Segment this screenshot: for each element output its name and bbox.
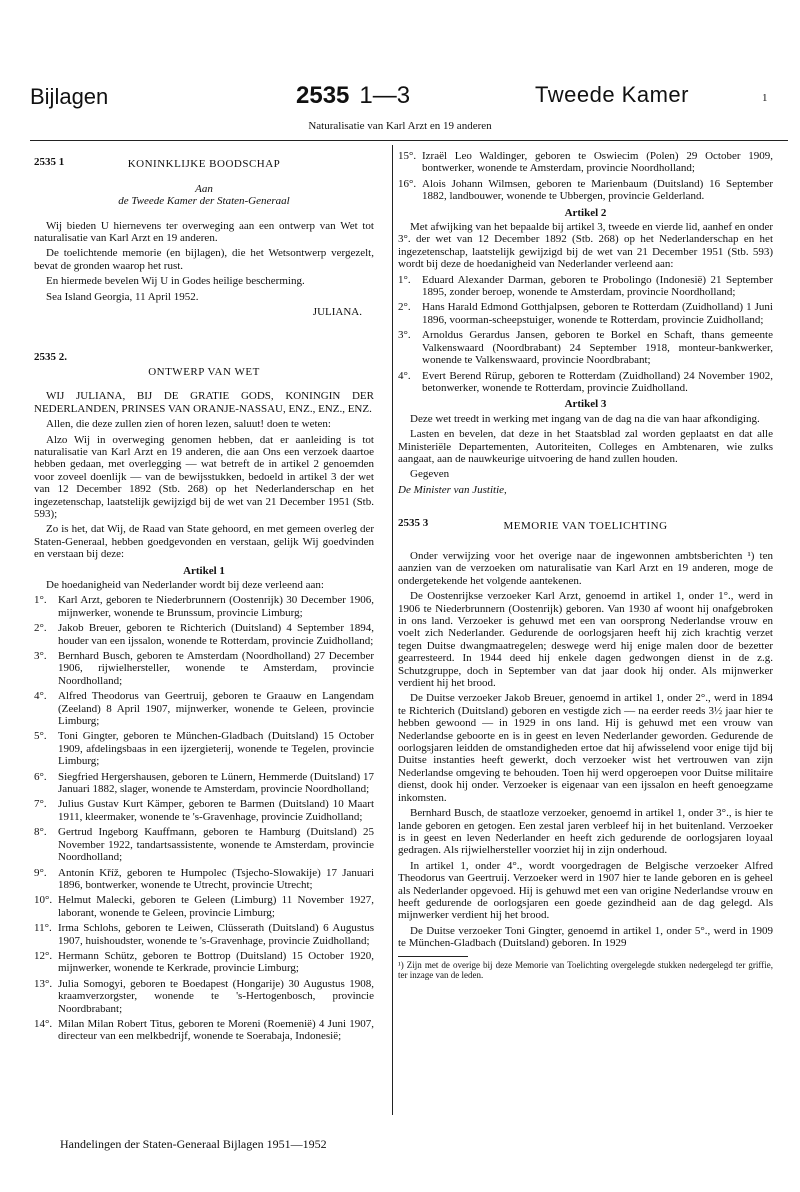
list-item xyxy=(398,178,773,203)
list-item-number: 8°. xyxy=(34,826,47,839)
list-item-text: Helmut Malecki, geboren te Geleen (Limburg) 11 November 1927, laborant, wonende te Geleen, provincie Limburg; xyxy=(58,894,374,919)
list-item xyxy=(34,950,374,975)
list-item xyxy=(398,370,773,395)
list-item-number: 4°. xyxy=(34,690,47,703)
paragraph: Deze wet treedt in werking met ingang van de dag na die van haar afkondiging. xyxy=(410,412,760,425)
article-1-list-continued xyxy=(398,150,773,203)
paragraph: De Duitse verzoeker Jakob Breuer, genoemd in artikel 1, onder 2°., werd in 1894 te Richterich (Duitsland) geboren en vestigde zich — na eerder reeds 3½ jaar hier te hebben gewoond — in 1929 in ons land. Hij is gehuwd met een vrouw van Nederlandse geboorte en is in geest en leven Nederlander geworden. Gedurende de oorlogsjaren leidden de omstandigheden ertoe dat hij afwisselend voor enige tijd bij Duitse instanties heeft gewerkt, doch verzoeker wist het vertrouwen van zijn Nederlandse omgeving te behouden. Toen hij werd opgeroepen voor Duitse militaire dienst, dook hij onder. Verzoeker is eigenaar van een ijssalon en heeft genoegzame inkomsten. xyxy=(398,692,773,804)
list-item-text: Hans Harald Edmond Gotthjalpsen, geboren te Rotterdam (Zuidholland) 1 Juni 1896, voorman-scheepstuiger, wonende te Rotterdam, provincie Zuidholland; xyxy=(422,301,773,326)
paragraph: De Duitse verzoeker Toni Gingter, genoemd in artikel 1, onder 5°., werd in 1909 te München-Gladbach (Duitsland) geboren. In 1929 xyxy=(398,924,773,950)
list-item-text: Alois Johann Wilmsen, geboren te Marienbaum (Duitsland) 16 September 1882, landbouwer, wonende te Ubbergen, provincie Gelderland. xyxy=(422,177,773,203)
list-item xyxy=(34,771,374,796)
list-item xyxy=(34,594,374,619)
list-item-text: Julia Somogyi, geboren te Boedapest (Hongarije) 30 Augustus 1908, kraamverzorgster, wonende te 's-Hertogenbosch, provincie Noordbrabant; xyxy=(58,977,374,1015)
list-item-text: Milan Milan Robert Titus, geboren te Moreni (Roemenië) 4 Juni 1907, directeur van een melkbedrijf, wonende te Soerabaja, Indonesië; xyxy=(58,1017,374,1043)
list-item-text: Julius Gustav Kurt Kämper, geboren te Barmen (Duitsland) 10 Maart 1911, kleermaker, wonende te 's-Gravenhage, provincie Zuidholland; xyxy=(58,798,374,823)
article-title: Artikel 2 xyxy=(564,206,607,219)
signature: JULIANA. xyxy=(312,306,362,319)
list-item xyxy=(34,826,374,863)
article-intro: Met afwijking van het bepaalde bij artikel 3, tweede en vierde lid, aanhef en onder 3°. der wet van 12 December 1892 (Stb. 268) op het Nederlanderschap en het ingezetenschap, laatstelijk gewijzigd bij de wet van 21 December 1951 (Stb. 593) wordt bij deze de hoedanigheid van Nederlander verleend aan: xyxy=(398,221,773,271)
paragraph: Lasten en bevelen, dat deze in het Staatsblad zal worden geplaatst en dat alle Ministeriële Departementen, Autoriteiten, Colleges en Ambtenaren, wie zulks aangaat, aan de nauwkeurige uitvoering de hand zullen houden. xyxy=(398,428,773,465)
list-item-number: 4°. xyxy=(398,369,411,382)
list-item-text: Hermann Schütz, geboren te Bottrop (Duitsland) 15 October 1920, mijnwerker, wonende te Kerkrade, provincie Limburg; xyxy=(58,949,374,975)
section-number: 2535 1 xyxy=(34,156,65,168)
list-item xyxy=(398,301,773,326)
list-item-number: 11°. xyxy=(34,922,52,935)
section-number: 2535 2. xyxy=(34,351,67,364)
document-range: 1—3 xyxy=(359,82,411,109)
list-item-text: Jakob Breuer, geboren te Richterich (Duitsland) 4 September 1894, houder van een ijssalon, wonende te Rotterdam, provincie Zuidholland; xyxy=(58,622,374,647)
list-item-text: Gertrud Ingeborg Kauffmann, geboren te Hamburg (Duitsland) 25 November 1922, tandartsassistente, wonende te Amsterdam, provincie Noordholland; xyxy=(58,826,374,864)
list-item-text: Eduard Alexander Darman, geboren te Probolingo (Indonesië) 21 September 1895, zonder beroep, wonende te Amsterdam, provincie Noordholland; xyxy=(422,273,773,299)
gegeven: Gegeven xyxy=(410,468,450,481)
running-header-right: Tweede Kamer xyxy=(535,82,689,107)
article-1-list xyxy=(34,594,374,1042)
list-item xyxy=(34,622,374,647)
paragraph: In artikel 1, onder 4°., wordt voorgedragen de Belgische verzoeker Alfred Theodorus van Geertruij. Verzoeker werd in 1907 hier te lande geboren en is geheel als Nederlander opgevoed. Hij is gehuwd met een van origine Nederlandse vrouw en heeft gedurende de oorlogsjaren een goede gezindheid aan de dag gelegd. Als mijnwerker verdient hij het brood. xyxy=(398,859,773,922)
list-item xyxy=(34,978,374,1015)
paragraph: Wij bieden U hiernevens ter overweging aan een ontwerp van Wet tot naturalisatie van Karl Arzt en 19 anderen. xyxy=(34,219,374,245)
document-subtitle: Naturalisatie van Karl Arzt en 19 anderen xyxy=(308,120,492,132)
list-item-number: 12°. xyxy=(34,949,53,962)
list-item-number: 13°. xyxy=(34,977,53,990)
memorie-text xyxy=(398,550,773,950)
royal-title: WIJ JULIANA, BIJ DE GRATIE GODS, KONINGIN DER NEDERLANDEN, PRINSES VAN ORANJE-NASSAU, ENZ., ENZ., ENZ. xyxy=(34,390,374,415)
list-item xyxy=(398,274,773,299)
list-item-text: Toni Gingter, geboren te München-Gladbach (Duitsland) 15 October 1909, afdelingsbaas in een ijzergieterij, wonende te Tegelen, provincie Limburg; xyxy=(58,730,374,768)
list-item-text: Siegfried Hergershausen, geboren te Lünern, Hemmerde (Duitsland) 17 Januari 1882, slager, wonende te Amsterdam, provincie Noordholland; xyxy=(58,770,374,796)
list-item-text: Bernhard Busch, geboren te Amsterdam (Noordholland) 27 December 1906, rijwielhersteller, wonende te Amsterdam, provincie Noordholland; xyxy=(58,650,374,687)
list-item-number: 6°. xyxy=(34,770,47,783)
paragraph: Alzo Wij in overweging genomen hebben, dat er aanleiding is tot naturalisatie van Karl Arzt en 19 anderen, die aan Ons een verzoek daartoe hebben gedaan, met overlegging — wat betreft de in artikel 2 genoemden voor zoveel doenlijk — van de bewijsstukken, bedoeld in artikel 3 der wet van 12 December 1892 (Stb. 268) op het Nederlanderschap en het ingezetenschap, laatstelijk gewijzigd bij de wet van 21 December 1951 (Stb. 593); xyxy=(34,433,374,520)
paragraph: Allen, die deze zullen zien of horen lezen, saluut! doen te weten: xyxy=(46,418,331,431)
list-item-number: 2°. xyxy=(34,622,47,635)
list-item-number: 3°. xyxy=(398,329,411,342)
aan-label: Aan xyxy=(195,182,213,195)
place-date: Sea Island Georgia, 11 April 1952. xyxy=(46,290,199,303)
running-header-left: Bijlagen xyxy=(30,84,109,109)
paragraph: Zo is het, dat Wij, de Raad van State gehoord, en met gemeen overleg der Staten-Generaal, hebben goedgevonden en verstaan, gelijk Wij goedvinden en verstaan bij deze: xyxy=(34,523,374,561)
list-item-number: 1°. xyxy=(34,594,47,607)
list-item xyxy=(398,329,773,366)
article-title: Artikel 3 xyxy=(564,398,607,411)
header-rule xyxy=(30,140,788,141)
paragraph: De Oostenrijkse verzoeker Karl Arzt, genoemd in artikel 1, onder 1°., werd in 1906 te Niederbrunnern (Oostenrijk) geboren. Van 1930 af woont hij onafgebroken in ons land. Verzoeker is gehuwd met een van oorsprong Nederlandse vrouw en voelt zich Nederlander. Gedurende de oorlogsjaren heeft hij zich krachtig verzet tegen Duitse dwangmaatregelen; deswege werd hij enige malen door de bezetter gearresteerd. In 1944 deed hij enkele dagen gedwongen dienst in de z.g. Schutzgruppe, doch in September van dat jaar dook hij onder. Als mijnwerker verdient hij het brood. xyxy=(398,590,773,690)
section-number: 2535 3 xyxy=(398,517,429,530)
page-footer: Handelingen der Staten-Generaal Bijlagen 1951—1952 xyxy=(60,1137,327,1151)
list-item-number: 3°. xyxy=(34,650,47,662)
footnote: ¹) Zijn met de overige bij deze Memorie van Toelichting overgelegde stukken nedergelegd ter griffie, ter inzage van de leden. xyxy=(398,959,773,980)
addressee: de Tweede Kamer der Staten-Generaal xyxy=(118,195,290,208)
list-item-text: Izraël Leo Waldinger, geboren te Oswiecim (Polen) 29 October 1909, bontwerker, wonende te Amsterdam, provincie Noordholland; xyxy=(422,150,773,175)
list-item-number: 16°. xyxy=(398,177,417,190)
list-item-text: Karl Arzt, geboren te Niederbrunnern (Oostenrijk) 30 December 1906, mijnwerker, wonende te Brunssum, provincie Limburg; xyxy=(58,594,374,619)
column-divider xyxy=(392,145,393,1115)
document-number-bold: 2535 xyxy=(296,82,350,109)
left-column xyxy=(34,150,374,1046)
list-item-number: 14°. xyxy=(34,1017,53,1030)
list-item-number: 2°. xyxy=(398,301,411,314)
paragraph: Bernhard Busch, de staatloze verzoeker, genoemd in artikel 1, onder 3°., is hier te lande geboren en getogen. Een zestal jaren verbleef hij in het buitenland. Verzoeker is in geest en leven Nederlander en heeft zich gedurende de oorlogsjaren loyaal gedragen. Als rijwielhersteller voorziet hij in zijn onderhoud. xyxy=(398,807,773,857)
list-item-text: Irma Schlohs, geboren te Leiwen, Clüsserath (Duitsland) 6 Augustus 1907, huishoudster, wonende te 's-Gravenhage, provincie Zuidholland; xyxy=(58,922,374,947)
list-item-number: 9°. xyxy=(34,866,47,879)
section-title: ONTWERP VAN WET xyxy=(148,365,260,378)
article-2-list xyxy=(398,274,773,395)
list-item xyxy=(34,690,374,727)
right-column xyxy=(398,150,773,980)
list-item-number: 15°. xyxy=(398,150,417,162)
list-item-number: 1°. xyxy=(398,273,411,286)
list-item xyxy=(34,867,374,892)
section-title: KONINKLIJKE BOODSCHAP xyxy=(127,158,281,171)
page-number: 1 xyxy=(762,92,768,104)
list-item xyxy=(34,650,374,687)
paragraph: Onder verwijzing voor het overige naar de ingewonnen ambtsberichten ¹) ten aanzien van de verzoeken om naturalisatie van Karl Arzt en 19 anderen, moge de ondergetekende het volgende aantekenen. xyxy=(398,549,773,587)
paragraph: De toelichtende memorie (en bijlagen), die het Wetsontwerp vergezelt, bevat de gronden waarop het rust. xyxy=(34,247,374,272)
list-item-number: 10°. xyxy=(34,894,53,907)
list-item-text: Alfred Theodorus van Geertruij, geboren te Graauw en Langendam (Zeeland) 8 April 1907, mijnwerker, wonende te Geleen, provincie Limburg; xyxy=(58,690,374,728)
list-item-text: Arnoldus Gerardus Jansen, geboren te Borkel en Schaft, thans gemeente Valkenswaard (Noordbrabant) 24 September 1918, monteur-bankwerker, wonende te Valkenswaard, provincie Noordbrabant; xyxy=(422,329,773,367)
list-item-number: 5°. xyxy=(34,730,47,743)
document-number xyxy=(296,82,410,110)
list-item-number: 7°. xyxy=(34,798,47,811)
footnote-rule xyxy=(398,956,468,957)
list-item-text: Antonín Kříž, geboren te Humpolec (Tsjecho-Slowakije) 17 Januari 1896, bontwerker, wonende te Utrecht, provincie Utrecht; xyxy=(58,866,374,891)
list-item xyxy=(34,894,374,919)
list-item xyxy=(398,150,773,175)
list-item xyxy=(34,730,374,767)
section-title: MEMORIE VAN TOELICHTING xyxy=(503,519,668,532)
minister: De Minister van Justitie, xyxy=(398,483,507,496)
article-intro: De hoedanigheid van Nederlander wordt bij deze verleend aan: xyxy=(46,578,324,591)
list-item xyxy=(34,922,374,947)
list-item xyxy=(34,1018,374,1043)
list-item-text: Evert Berend Rürup, geboren te Rotterdam (Zuidholland) 24 November 1902, betonwerker, wonende te Rotterdam, provincie Zuidholland. xyxy=(422,369,773,394)
article-title: Artikel 1 xyxy=(183,564,225,577)
paragraph: En hiermede bevelen Wij U in Godes heilige bescherming. xyxy=(46,275,305,288)
list-item xyxy=(34,798,374,823)
